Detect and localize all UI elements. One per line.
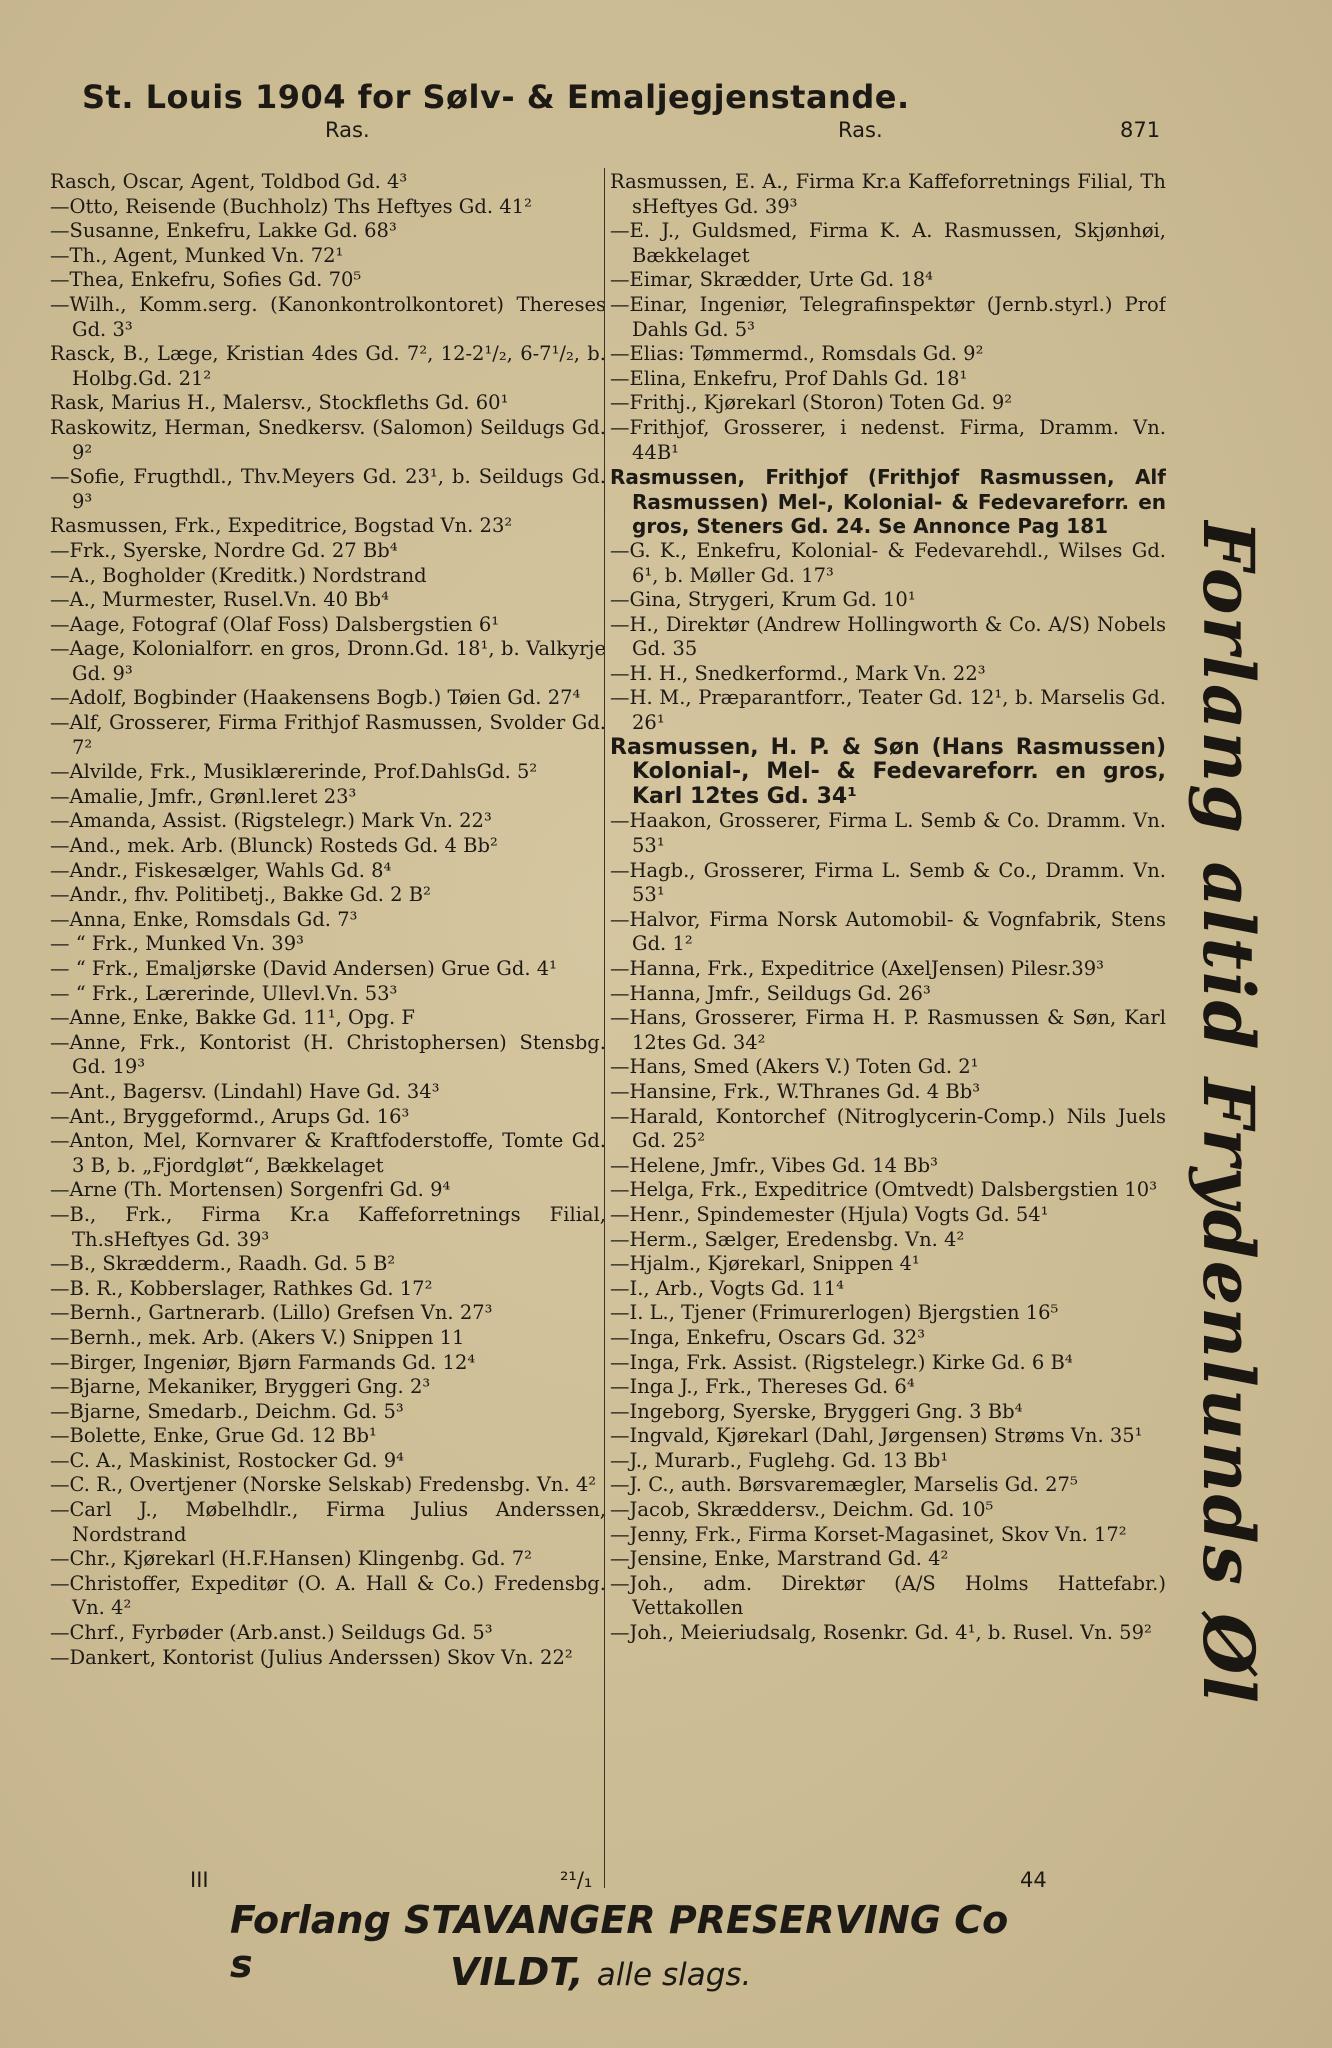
directory-entry: — “ Frk., Munked Vn. 39³	[50, 932, 304, 956]
directory-entry: —J., Murarb., Fuglehg. Gd. 13 Bb¹	[610, 1448, 949, 1472]
directory-entry: —Chr., Kjørekarl (H.F.Hansen) Klingenbg. Gd. 7²	[50, 1547, 532, 1571]
directory-entry: —Hansine, Frk., W.Thranes Gd. 4 Bb³	[610, 1079, 981, 1103]
directory-entry: —Adolf, Bogbinder (Haakensens Bogb.) Tøien Gd. 27⁴	[50, 686, 581, 710]
directory-entry: —I. L., Tjener (Frimurerlogen) Bjergstien 16⁵	[610, 1301, 1059, 1325]
directory-entry: —Amalie, Jmfr., Grønl.leret 23³	[50, 784, 357, 808]
directory-entry: —Hans, Grosserer, Firma H. P. Rasmussen & Søn, Karl 12tes Gd. 34²	[610, 1006, 1166, 1054]
directory-entry: —And., mek. Arb. (Blunck) Rosteds Gd. 4 Bb²	[50, 834, 498, 858]
directory-entry: —Hjalm., Kjørekarl, Snippen 4¹	[610, 1252, 920, 1276]
directory-entry: —Ingeborg, Syerske, Bryggeri Gng. 3 Bb⁴	[610, 1399, 1023, 1423]
top-banner-ad: St. Louis 1904 for Sølv- & Emaljegjenstande.	[82, 78, 910, 116]
directory-entry: Raskowitz, Herman, Snedkersv. (Salomon) Seildugs Gd. 9²	[50, 415, 606, 464]
directory-entry: —Jacob, Skræddersv., Deichm. Gd. 10⁵	[610, 1498, 994, 1522]
directory-entry: —Bjarne, Mekaniker, Bryggeri Gng. 2³	[50, 1375, 431, 1399]
directory-entry: —Wilh., Komm.serg. (Kanonkontrolkontoret) Thereses Gd. 3³	[50, 292, 606, 341]
directory-entry: —Harald, Kontorchef (Nitroglycerin-Comp.) Nils Juels Gd. 25²	[610, 1104, 1166, 1153]
directory-entry: —A., Murmester, Rusel.Vn. 40 Bb⁴	[50, 588, 389, 612]
directory-entry: —Aage, Kolonialforr. en gros, Dronn.Gd. 18¹, b. Valkyrje Gd. 9³	[50, 637, 606, 685]
directory-entry: —Otto, Reisende (Buchholz) Ths Heftyes Gd. 41²	[50, 194, 532, 218]
directory-entry: —H. H., Snedkerformd., Mark Vn. 22³	[610, 661, 986, 685]
directory-entry: —Arne (Th. Mortensen) Sorgenfri Gd. 9⁴	[50, 1178, 451, 1202]
directory-entry: —B., Skrædderm., Raadh. Gd. 5 B²	[50, 1252, 396, 1276]
directory-entry: —Ant., Bagersv. (Lindahl) Have Gd. 34³	[50, 1079, 440, 1103]
directory-entry: —Andr., Fiskesælger, Wahls Gd. 8⁴	[50, 858, 392, 882]
directory-entry: —Henr., Spindemester (Hjula) Vogts Gd. 54¹	[610, 1202, 1049, 1226]
directory-entry: —Bolette, Enke, Grue Gd. 12 Bb¹	[50, 1424, 377, 1448]
bottom-ad-line-2	[450, 1950, 1050, 1994]
directory-entry: —Inga J., Frk., Thereses Gd. 6⁴	[610, 1375, 915, 1399]
directory-entry: —Helene, Jmfr., Vibes Gd. 14 Bb³	[610, 1153, 938, 1177]
directory-entry: —Anna, Enke, Romsdals Gd. 7³	[50, 907, 358, 931]
directory-entry: —Hanna, Frk., Expeditrice (AxelJensen) Pilesr.39³	[610, 957, 1105, 980]
directory-entry: —Elias: Tømmermd., Romsdals Gd. 9²	[610, 342, 984, 366]
directory-entry: —Sofie, Frugthdl., Thv.Meyers Gd. 23¹, b. Seildugs Gd. 9³	[50, 465, 606, 513]
directory-entry: —Susanne, Enkefru, Lakke Gd. 68³	[50, 219, 397, 243]
bottom-ad-main: VILDT,	[450, 1950, 584, 1994]
directory-firm-entry: Rasmussen, Frithjof (Frithjof Rasmussen, Alf Rasmussen) Mel-, Kolonial- & Fedevareforr. en gros, Steners Gd. 24. Se Annonce Pag 181	[610, 465, 1166, 539]
page-number: 871	[1120, 118, 1161, 142]
directory-entry: —Joh., Meieriudsalg, Rosenkr. Gd. 4¹, b. Rusel. Vn. 59²	[610, 1621, 1152, 1645]
directory-entry: Rask, Marius H., Malersv., Stockfleths Gd. 60¹	[50, 391, 509, 415]
left-column	[50, 170, 606, 1870]
footer-mark-center: ²¹/₁	[560, 1868, 593, 1892]
directory-entry: —Eimar, Skrædder, Urte Gd. 18⁴	[610, 268, 933, 292]
directory-entry: —Bernh., Gartnerarb. (Lillo) Grefsen Vn. 27³	[50, 1301, 493, 1325]
directory-entry: Rasch, Oscar, Agent, Toldbod Gd. 4³	[50, 170, 408, 193]
right-column-heading: Ras.	[838, 118, 883, 142]
directory-entry: —Gina, Strygeri, Krum Gd. 10¹	[610, 588, 916, 612]
directory-entry: —Bjarne, Smedarb., Deichm. Gd. 5³	[50, 1399, 404, 1423]
directory-entry: — “ Frk., Emaljørske (David Andersen) Grue Gd. 4¹	[50, 957, 557, 980]
directory-entry: Rasmussen, E. A., Firma Kr.a Kaffeforretnings Filial, Th sHeftyes Gd. 39³	[610, 170, 1166, 218]
directory-entry: —Herm., Sælger, Eredensbg. Vn. 4²	[610, 1227, 965, 1251]
directory-entry: —Inga, Frk. Assist. (Rigstelegr.) Kirke Gd. 6 B⁴	[610, 1350, 1073, 1374]
directory-entry: —J. C., auth. Børsvaremægler, Marselis Gd. 27⁵	[610, 1473, 1078, 1497]
directory-entry: — “ Frk., Lærerinde, Ullevl.Vn. 53³	[50, 981, 398, 1005]
directory-entry: —Alf, Grosserer, Firma Frithjof Rasmussen, Svolder Gd. 7²	[50, 711, 606, 759]
directory-firm-entry: Rasmussen, H. P. & Søn (Hans Rasmussen) Kolonial-, Mel- & Fedevareforr. en gros, Karl 12tes Gd. 34¹	[610, 734, 1166, 809]
directory-entry: —Anton, Mel, Kornvarer & Kraftfoderstoffe, Tomte Gd. 3 B, b. „Fjordgløt“, Bækkelaget	[50, 1129, 606, 1177]
directory-entry: Rasmussen, Frk., Expeditrice, Bogstad Vn. 23²	[50, 514, 513, 538]
directory-entry: —Hagb., Grosserer, Firma L. Semb & Co., Dramm. Vn. 53¹	[610, 858, 1166, 907]
directory-entry: —Alvilde, Frk., Musiklærerinde, Prof.DahlsGd. 5²	[50, 760, 538, 784]
directory-entry: —Th., Agent, Munked Vn. 72¹	[50, 243, 344, 267]
directory-entry: —Hans, Smed (Akers V.) Toten Gd. 2¹	[610, 1055, 979, 1079]
left-column-heading: Ras.	[325, 118, 370, 142]
directory-entry: —Inga, Enkefru, Oscars Gd. 32³	[610, 1325, 926, 1349]
footer-mark-right: 44	[1020, 1868, 1047, 1892]
directory-entry: —Thea, Enkefru, Sofies Gd. 70⁵	[50, 268, 362, 292]
directory-entry: —Jenny, Frk., Firma Korset-Magasinet, Skov Vn. 17²	[610, 1522, 1127, 1546]
directory-entry: —Carl J., Møbelhdlr., Firma Julius Anderssen, Nordstrand	[50, 1498, 606, 1546]
directory-entry: —Elina, Enkefru, Prof Dahls Gd. 18¹	[610, 366, 968, 390]
directory-entry: —E. J., Guldsmed, Firma K. A. Rasmussen, Skjønhøi, Bækkelaget	[610, 219, 1166, 267]
right-column	[610, 170, 1166, 1870]
directory-entry: —Ant., Bryggeformd., Arups Gd. 16³	[50, 1104, 410, 1128]
directory-entry: —C. A., Maskinist, Rostocker Gd. 9⁴	[50, 1448, 404, 1472]
directory-entry: —C. R., Overtjener (Norske Selskab) Fredensbg. Vn. 4²	[50, 1473, 597, 1497]
directory-entry: —Ingvald, Kjørekarl (Dahl, Jørgensen) Strøms Vn. 35¹	[610, 1424, 1143, 1448]
bottom-ad-small: alle slags.	[596, 1957, 752, 1993]
directory-entry: —I., Arb., Vogts Gd. 11⁴	[610, 1276, 844, 1300]
directory-entry: —Birger, Ingeniør, Bjørn Farmands Gd. 12⁴	[50, 1350, 476, 1374]
directory-entry: —H. M., Præparantforr., Teater Gd. 12¹, b. Marselis Gd. 26¹	[610, 686, 1166, 735]
directory-entry: —Frk., Syerske, Nordre Gd. 27 Bb⁴	[50, 538, 398, 562]
directory-entry: —Joh., adm. Direktør (A/S Holms Hattefabr.) Vettakollen	[610, 1571, 1166, 1620]
directory-entry: —Dankert, Kontorist (Julius Anderssen) Skov Vn. 22²	[50, 1645, 573, 1669]
bottom-ad-line-1: Forlang STAVANGER PRESERVING Co s	[230, 1898, 1009, 1986]
directory-entry: —Chrf., Fyrbøder (Arb.anst.) Seildugs Gd. 5³	[50, 1621, 493, 1645]
directory-entry: —G. K., Enkefru, Kolonial- & Fedevarehdl., Wilses Gd. 6¹, b. Møller Gd. 17³	[610, 538, 1166, 587]
side-advertisement	[1180, 520, 1270, 1840]
directory-entry: —B. R., Kobberslager, Rathkes Gd. 17²	[50, 1276, 433, 1300]
column-divider	[604, 168, 605, 1888]
directory-entry: —Helga, Frk., Expeditrice (Omtvedt) Dalsbergstien 10³	[610, 1178, 1158, 1202]
directory-entry: —Haakon, Grosserer, Firma L. Semb & Co. Dramm. Vn. 53¹	[610, 809, 1166, 858]
directory-entry: —A., Bogholder (Kreditk.) Nordstrand	[50, 563, 427, 587]
directory-entry: —Bernh., mek. Arb. (Akers V.) Snippen 11	[50, 1325, 465, 1349]
directory-entry: —Andr., fhv. Politibetj., Bakke Gd. 2 B²	[50, 883, 431, 907]
directory-entry: —Anne, Frk., Kontorist (H. Christophersen) Stensbg. Gd. 19³	[50, 1030, 606, 1079]
directory-entry: —Jensine, Enke, Marstrand Gd. 4²	[610, 1547, 949, 1571]
directory-entry: —Christoffer, Expeditør (O. A. Hall & Co.) Fredensbg. Vn. 4²	[50, 1571, 606, 1620]
directory-entry: —Amanda, Assist. (Rigstelegr.) Mark Vn. 22³	[50, 809, 492, 833]
directory-entry: —Einar, Ingeniør, Telegrafinspektør (Jernb.styrl.) Prof Dahls Gd. 5³	[610, 292, 1166, 341]
directory-entry: —Frithj., Kjørekarl (Storon) Toten Gd. 9²	[610, 391, 1013, 415]
side-ad-text: Forlang altid Frydenlunds Øl	[1187, 520, 1270, 1705]
directory-entry: —Aage, Fotograf (Olaf Foss) Dalsbergstien 6¹	[50, 612, 500, 636]
directory-entry: —B., Frk., Firma Kr.a Kaffeforretnings Filial, Th.sHeftyes Gd. 39³	[50, 1202, 606, 1251]
directory-entry: —Anne, Enke, Bakke Gd. 11¹, Opg. F	[50, 1006, 415, 1030]
footer-mark-left: III	[190, 1868, 209, 1892]
directory-entry: —Frithjof, Grosserer, i nedenst. Firma, Dramm. Vn. 44B¹	[610, 415, 1166, 464]
directory-entry: —Halvor, Firma Norsk Automobil- & Vognfabrik, Stens Gd. 1²	[610, 907, 1166, 956]
directory-entry: —H., Direktør (Andrew Hollingworth & Co. A/S) Nobels Gd. 35	[610, 612, 1166, 661]
directory-entry: Rasck, B., Læge, Kristian 4des Gd. 7², 12-2¹/₂, 6-7¹/₂, b. Holbg.Gd. 21²	[50, 342, 606, 390]
directory-entry: —Hanna, Jmfr., Seildugs Gd. 26³	[610, 981, 931, 1005]
